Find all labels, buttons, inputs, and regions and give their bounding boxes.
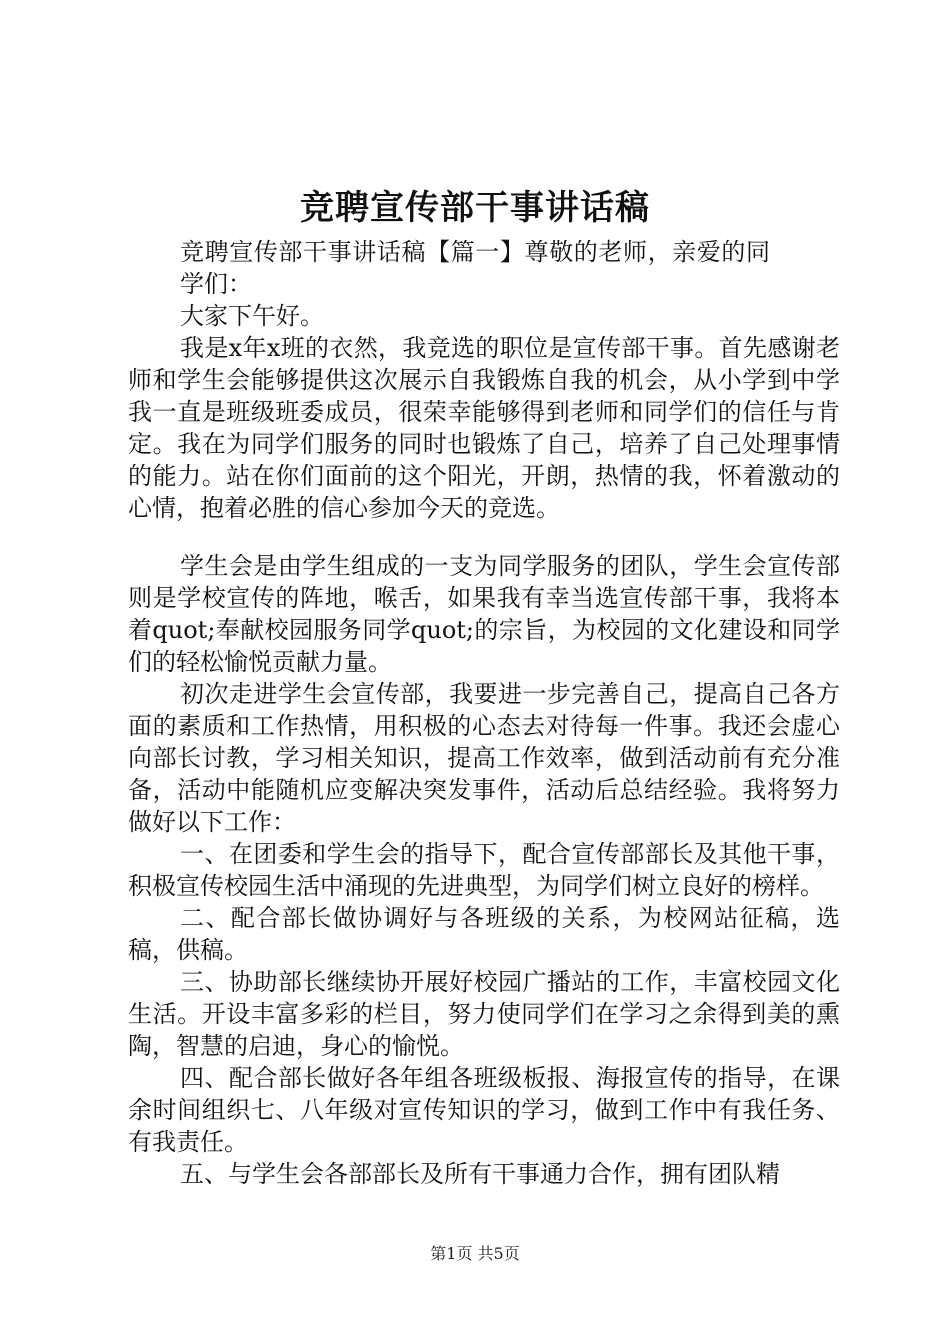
page-number-footer: 第1页 共5页	[430, 1244, 520, 1263]
paragraph-task-4: 四、配合部长做好各年组各班级板报、海报宣传的指导，在课余时间组织七、八年级对宣传知识的学习，做到工作中有我任务、有我责任。	[128, 1064, 840, 1156]
paragraph-plans: 初次走进学生会宣传部，我要进一步完善自己，提高自己各方面的素质和工作热情，用积极的心态去对待每一件事。我还会虚心向部长讨教，学习相关知识，提高工作效率，做到活动前有充分准备，活动中能随机应变解决突发事件，活动后总结经验。我将努力做好以下工作：	[128, 680, 840, 836]
paragraph-intro: 竞聘宣传部干事讲话稿【篇一】尊敬的老师，亲爱的同学们：	[180, 238, 770, 298]
paragraph-task-2: 二、配合部长做协调好与各班级的关系，为校网站征稿，选稿，供稿。	[128, 904, 840, 964]
paragraph-task-3: 三、协助部长继续协开展好校园广播站的工作，丰富校园文化生活。开设丰富多彩的栏目，努力使同学们在学习之余得到美的熏陶，智慧的启迪，身心的愉悦。	[128, 968, 840, 1060]
document-body	[128, 236, 840, 1190]
paragraph-gap	[128, 524, 840, 550]
paragraph-greeting: 大家下午好。	[180, 302, 324, 330]
paragraph-task-1: 一、在团委和学生会的指导下，配合宣传部部长及其他干事，积极宣传校园生活中涌现的先进典型，为同学们树立良好的榜样。	[128, 840, 840, 900]
document-title: 竞聘宣传部干事讲话稿	[300, 188, 650, 228]
paragraph-student-union: 学生会是由学生组成的一支为同学服务的团队，学生会宣传部则是学校宣传的阵地，喉舌，如果我有幸当选宣传部干事，我将本着quot;奉献校园服务同学quot;的宗旨，为校园的文化建设和同学们的轻松愉悦贡献力量。	[128, 552, 840, 676]
paragraph-task-5: 五、与学生会各部部长及所有干事通力合作，拥有团队精	[180, 1160, 780, 1188]
paragraph-self-introduction: 我是x年x班的衣然，我竞选的职位是宣传部干事。首先感谢老师和学生会能够提供这次展示自我锻炼自我的机会，从小学到中学我一直是班级班委成员，很荣幸能够得到老师和同学们的信任与肯定。我在为同学们服务的同时也锻炼了自己，培养了自己处理事情的能力。站在你们面前的这个阳光，开朗，热情的我，怀着激动的心情，抱着必胜的信心参加今天的竞选。	[128, 334, 840, 522]
